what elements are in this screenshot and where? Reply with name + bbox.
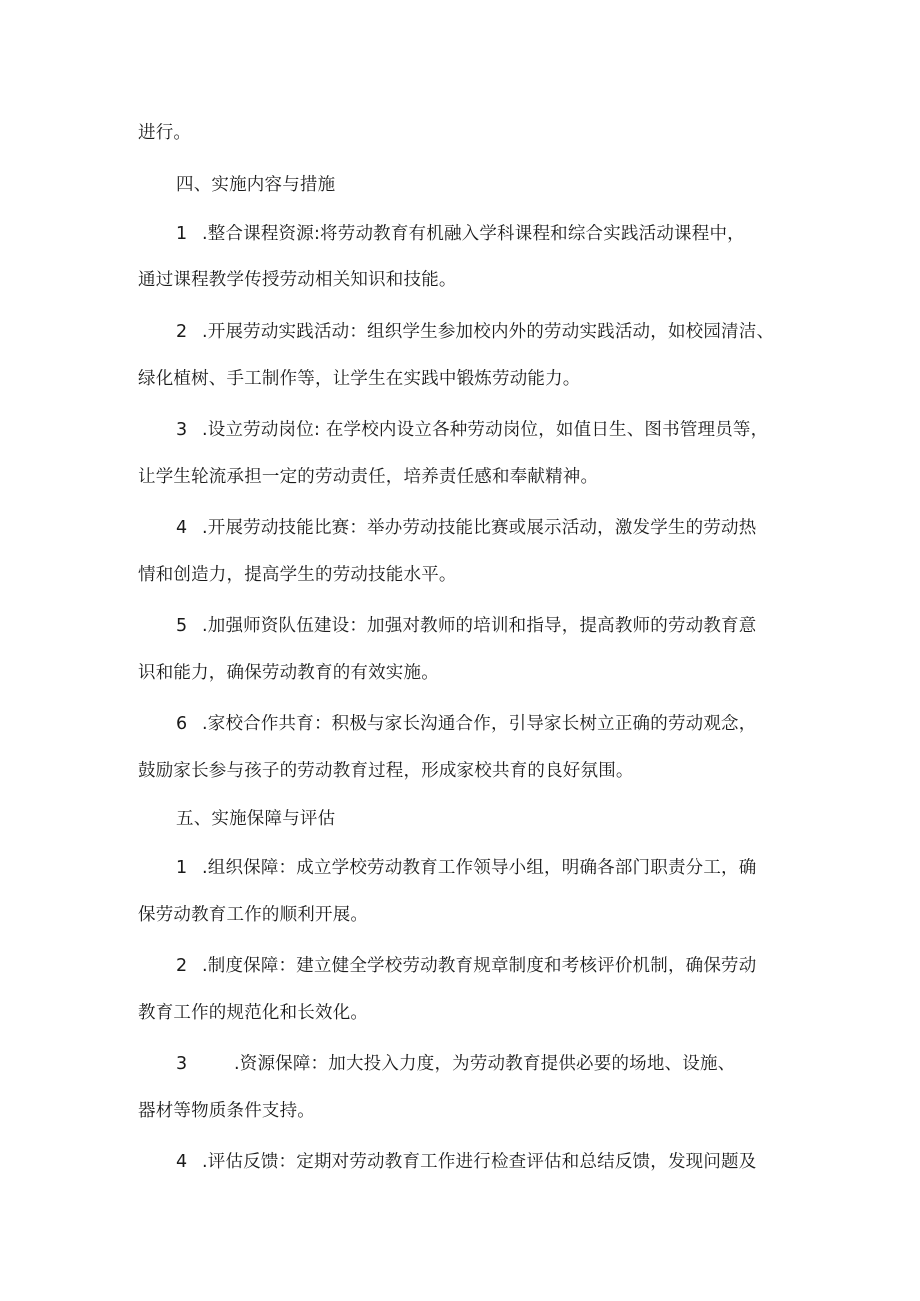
item-text: .评估反馈：定期对劳动教育工作进行检查评估和总结反馈，发现问题及 (202, 1152, 757, 1172)
item-text: .加强师资队伍建设：加强对教师的培训和指导，提高教师的劳动教育意 (202, 616, 757, 636)
item-number: 1 (176, 224, 188, 244)
item-4-6-line-1 (176, 712, 756, 736)
item-number: 5 (176, 616, 188, 636)
item-5-2-line-2: 教育工作的规范化和长效化。 (138, 1003, 369, 1023)
item-5-3-line-1 (176, 1052, 735, 1076)
item-5-1-line-1 (176, 856, 756, 880)
opening-fragment: 进行。 (138, 123, 192, 143)
item-number: 3 (176, 420, 188, 440)
item-4-2-line-2: 绿化植树、手工制作等，让学生在实践中锻炼劳动能力。 (138, 369, 581, 389)
item-5-2-line-1 (176, 954, 756, 978)
item-text: .设立劳动岗位: 在学校内设立各种劳动岗位，如值日生、图书管理员等， (202, 420, 769, 440)
item-number: 6 (176, 714, 188, 734)
item-4-3-line-1 (176, 418, 768, 442)
item-number: 1 (176, 858, 188, 878)
item-number: 2 (176, 956, 188, 976)
item-4-4-line-1 (176, 516, 756, 540)
item-4-2-line-1 (176, 320, 774, 344)
item-4-5-line-1 (176, 614, 756, 638)
item-text: .家校合作共育：积极与家长沟通合作，引导家长树立正确的劳动观念， (202, 714, 757, 734)
item-number: 4 (176, 518, 188, 538)
item-text: .组织保障：成立学校劳动教育工作领导小组，明确各部门职责分工，确 (202, 858, 757, 878)
section-heading-5: 五、实施保障与评估 (176, 809, 336, 829)
item-4-1-line-1 (176, 222, 745, 246)
item-text: .开展劳动实践活动：组织学生参加校内外的劳动实践活动，如校园清洁、 (202, 322, 775, 342)
item-text: .开展劳动技能比赛：举办劳动技能比赛或展示活动，激发学生的劳动热 (202, 518, 757, 538)
section-heading-4: 四、实施内容与措施 (176, 175, 336, 195)
item-number: 4 (176, 1152, 188, 1172)
item-number: 3 (176, 1054, 188, 1074)
item-4-6-line-2: 鼓励家长参与孩子的劳动教育过程，形成家校共育的良好氛围。 (138, 761, 634, 781)
item-text: .整合课程资源:将劳动教育有机融入学科课程和综合实践活动课程中， (202, 224, 745, 244)
item-4-4-line-2: 情和创造力，提高学生的劳动技能水平。 (138, 565, 457, 585)
item-5-1-line-2: 保劳动教育工作的顺利开展。 (138, 905, 369, 925)
item-text: .制度保障：建立健全学校劳动教育规章制度和考核评价机制，确保劳动 (202, 956, 757, 976)
item-text: .资源保障：加大投入力度，为劳动教育提供必要的场地、设施、 (234, 1054, 736, 1074)
item-4-5-line-2: 识和能力，确保劳动教育的有效实施。 (138, 663, 439, 683)
item-5-4-line-1 (176, 1150, 756, 1174)
item-4-1-line-2: 通过课程教学传授劳动相关知识和技能。 (138, 270, 457, 290)
item-number: 2 (176, 322, 188, 342)
item-4-3-line-2: 让学生轮流承担一定的劳动责任，培养责任感和奉献精神。 (138, 467, 599, 487)
item-5-3-line-2: 器材等物质条件支持。 (138, 1101, 315, 1121)
